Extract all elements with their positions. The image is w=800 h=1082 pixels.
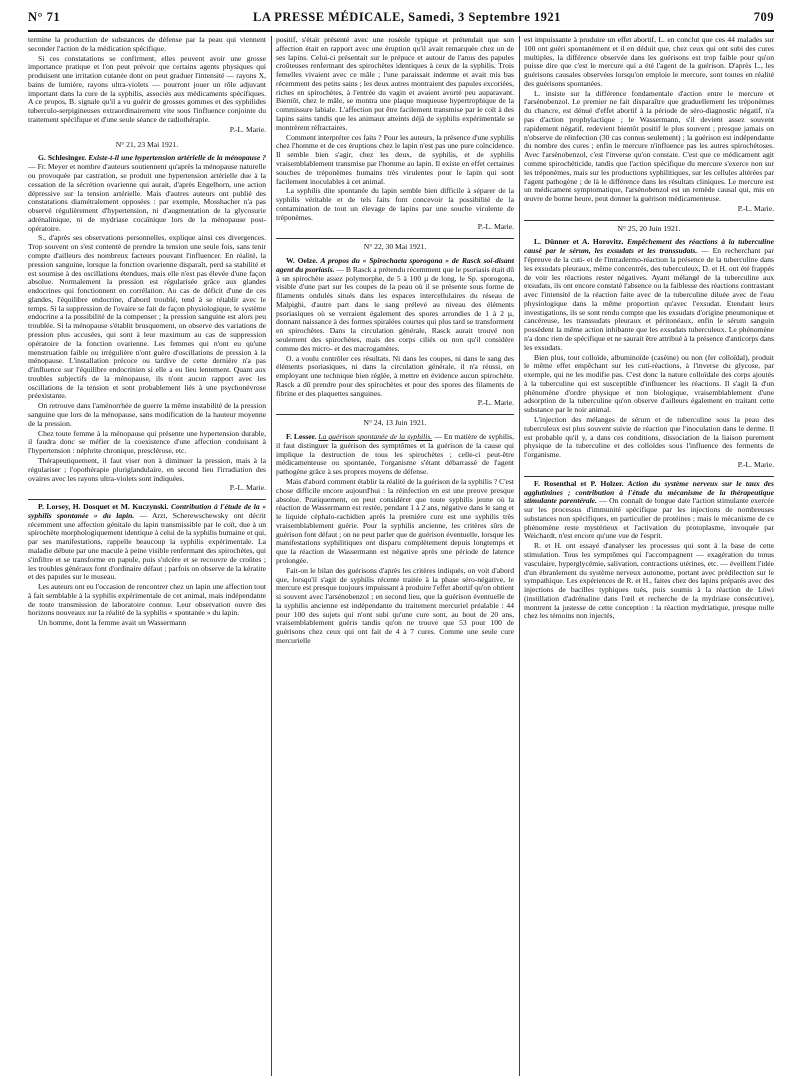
article-opening — [524, 480, 774, 541]
column-3 — [524, 36, 774, 1076]
paragraph: La syphilis dite spontanée du lapin semble bien difficile à séparer de la syphilis véritable et de tels faits font concevoir la possibilité de la contamination de tout un élevage de lapins par une souche virulente de tréponèmes. — [276, 186, 514, 222]
article-opening — [28, 503, 266, 582]
paragraph: Mais d'abord comment établir la réalité de la guérison de la syphilis ? C'est chose difficile encore aujourd'hui : la réinfection en est une preuve presque absolue. Pratiquement, on peut considérer que toute syphilis jeune où la réaction de Wassermann est restée, pendant 1 à 2 ans, négative dans le sang et le liquide céphalo-rachidien après la première cure est une syphilis très vraisemblablement guérie. Pour la syphilis ancienne, les critères sûrs de guérison font défaut ; on ne peut parler que de guérison éventuelle, lorsque les manifestations syphilitiques ont disparu complètement depuis longtemps et que la réaction de Wassermann est négative après une période de latence prolongée. — [276, 476, 514, 565]
paragraph: R. et H. ont essayé d'analyser les processus qui sont à la base de cette stimulation. Tous les symptômes qui l'accompagnent — exagération du tonus vasculaire, hyperglycémie, salivation, contractions utérines, etc. — éveillent l'idée d'un ébranlement du système nerveux autonome, portant avec prédilection sur le sympathique. Les expériences de R. et H., faites chez des lapins préparés avec des injections de bacilles typhiques tués, puis soumis à la réaction de Löwi (instillation d'adrénaline dans l'œil et recherche de la mydriase consécutive), montrent la justesse de cette conception : la réaction mydriatique, presque nulle chez les témoins non injectés, — [524, 541, 774, 621]
article-author: L. Dünner et A. Horovitz. — [534, 237, 624, 247]
signature: P.-L. Marie. — [737, 459, 774, 469]
paragraph: S., d'après ses observations personnelles, explique ainsi ces divergences. Trop souvent on s'est contenté de prendre la tension une seule fois, sans tenir compte d'ailleurs des nombreux facteurs pouvant l'influencer. En réalité, la pression sanguine, lorsque la fonction ovarienne disparaît, perd sa stabilité et est soumise à des oscillations étendues, mais elle n'est pas élevée d'une façon absolue. Normalement la pression est régularisée grâce aux glandes endocrines qui fonctionnent en corrélation. Au cas de déficit d'une de ces glandes, l'équilibre endocrine, d'abord troublé, tend à se rétablir avec le temps. Si la suppression de l'ovaire se fait de façon physiologique, le système endocrine a la possibilité de la compenser ; la pression sanguine est alors peu troublée. Si la ménopause s'établit brusquement, on observe des variations de pression plus accusées, qui sont à leur maximum au cas de suppression opératoire de la fonction ovarienne. Les femmes qui n'ont eu qu'une menstruation faible ou irrégulière n'ont guère d'oscillations de pression à la ménopause. L'installation précoce ou tardive de cette dernière n'a pas d'influence sur l'équilibre endocrinien si elle a eu lieu lentement. Quant aux troubles subjectifs de la ménopause, ils n'ont aucun rapport avec les oscillations de la tension et sont probablement liés à une psychonévrose préexistante. — [28, 233, 266, 401]
article-text: — B Rasck a prétendu récemment que le psoriasis était dû à un spirochète assez polymorphe, de 5 à 100 µ de long, le Sp. sporogona, visible d'une part sur les coupes de la peau où il se présente sous forme de filaments ondulés situés dans les espaces intercellulaires du réseau de Malpighi, d'autre part dans le sang prélevé au niveau des éléments psoriasiques où se verraient également des spores arrondies de 1 à 2 µ, donnant naissance à des formes spiralées courtes qui plus tard se transforment en spirochètes. Dans la circulation générale, Rasck aurait trouvé non seulement des spirochètes, mais des corps ciliés ou non qu'il considère comme des micro- et des macrogamètes. — [276, 264, 514, 353]
article-separator — [28, 499, 266, 500]
signature: P.-L. Marie. — [477, 398, 514, 408]
issue-number: N° 71 — [28, 9, 61, 24]
paragraph: Les auteurs ont eu l'occasion de rencontrer chez un lapin une affection tout à fait semblable à la syphilis expérimentale de cet animal, mais indépendante de toute transmission de laboratoire connue. Leur observation ouvre des horizons nouveaux sur la réalité de la syphilis « spontanée » du lapin. — [28, 582, 266, 618]
paragraph: L. insiste sur la différence fondamentale d'action entre le mercure et l'arsénobenzol. Le premier ne fait disparaître que graduellement les tréponèmes du chancre, est dénué d'effet abortif à la période de séro-diagnostic négatif, n'a pas d'action prophylactique ; le Wassermann, s'il devient assez souvent rapidement négatif, redevient bientôt positif le plus souvent ; presque jamais on n'observe de réinfection (30 cas connus seulement) ; la guérison est indépendante du nombre des cures ; enfin le mercure n'influence pas les autres spirochétoses. Avec l'arsénobenzol, c'est l'inverse qu'on constate. C'est que ce médicament agit comme spirochéticide, tandis que l'action spécifique du mercure s'exerce non sur les tréponèmes, mais sur les productions syphilitiques, sur les cellules altérées par l'agent pathogène ; de là le différence dans les résultats cliniques. Le mercure est un médicament symptomatique, l'arsénobenzol est un remède causal qui, mis en œuvre de bonne heure, peut donner la guérison médicamenteuse. — [524, 88, 774, 204]
running-header — [28, 6, 774, 28]
article-author: F. Rosenthal et P. Holzer. — [534, 478, 624, 488]
signature: P.-L. Marie. — [229, 483, 266, 493]
paragraph: Chez toute femme à la ménopause qui présente une hypertension durable, il faudra donc se méfier de la coexistence d'une affection conduisant à l'hypertension : néphrite chronique, presclérose, etc. — [28, 428, 266, 456]
article-title: Existe-t-il une hypertension artérielle de la ménopause ? — [88, 153, 266, 163]
article-separator — [276, 414, 514, 415]
paragraph: Thérapeutiquement, il faut viser non à diminuer la pression, mais à la régulariser ; l'opothérapie pluriglandulaire, en second lieu l'irradiation des ovaires avec les rayons ultra-violets sont indiquées. — [28, 455, 266, 483]
paragraph: termine la production de substances de défense par la peau qui viennent seconder l'action de la médication spécifique. — [28, 36, 266, 53]
issue-date: N° 22, 30 Mai 1921. — [363, 242, 427, 252]
paragraph: Un homme, dont la femme avait un Wassermann — [38, 618, 187, 628]
signature: P.-L. Marie. — [477, 222, 514, 232]
column-divider — [271, 36, 272, 1076]
column-2 — [276, 36, 514, 1076]
article-text: — Fr. Meyer et nombre d'auteurs soutiennent qu'après la ménopause naturelle ou provoquée par castration, se produit une hypertension artérielle due à la cessation de la sécrétion ovarienne qui aurait, d'après Engelhorn, une action dépressive sur la tension artérielle. Mais d'autres auteurs ont publié des constatations diamétralement opposées : par exemple, Mosshacher n'a pas observé régulièrement d'hypertension, ni d'augmentation de la glycosurie adrénalinique, ni de mydriase cocaïnique lors de la ménopause post-opératoire. — [28, 162, 266, 233]
paragraph: Fait-on le bilan des guérisons d'après les critères indiqués, on voit d'abord que, lorsqu'il s'agit de syphilis récente traitée à la phase séro-négative, le mercure est presque toujours impuissant à produire l'effet abortif qu'on obtient si souvent avec l'arsénobenzol ; en second lieu, que la guérison éventuelle de la syphilis ancienne est indépendante du traitement mercuriel préalable : 44 pour 100 des sujets qui n'ont subi qu'une cure sont, au bout de 20 ans, vraisemblablement guéris tandis qu'on ne trouve que 53 pour 100 de guérisons chez ceux qui ont fait de 4 à 7 cures. Comme une seule cure mercurielle — [276, 565, 514, 645]
paragraph: On retrouve dans l'aménorrhée de guerre la même instabilité de la pression sanguine que lors de la ménopause, sans modification de la hauteur moyenne de la pression. — [28, 401, 266, 428]
issue-date: N° 24, 13 Juin 1921. — [363, 418, 427, 428]
article-separator — [276, 238, 514, 239]
article-title: La guérison spontanée de la syphilis. — [318, 432, 433, 442]
issue-date: N° 25, 20 Juin 1921. — [617, 223, 681, 233]
article-author: P. Lorsey, H. Dosquet et M. Kuczynski. — [38, 502, 169, 512]
article-text: — Arzt, Scherewschewsky ont décrit récemment une affection génitale du lapin transmissible par le coït, due à un spirochète morphologiquement identique à celui de la syphilis humaine et qui, par ses manifestations, rappelle beaucoup la syphilis expérimentale. La maladie débute par une macule à peine visible renfermant des spirochètes, qui s'infiltre et se transforme en papule, puis s'ulcère et se recouvre de croûtes ; les troubles généraux font d'ordinaire défaut ; parfois on observe de la kératite et des papules sur le museau. — [28, 510, 266, 582]
column-1 — [28, 36, 266, 1076]
paragraph: est impuissante à produire un effet abortif, L. en conclut que ces 44 malades sur 100 ont guéri spontanément et il en déduit que, chez ceux qui ont subi des cures multiples, la différence observée dans les guérisons est trop faible pour qu'on puisse dire que c'est le mercure qui a été l'agent de la guérison. D'après L., les guérisons causales observées lorsqu'on emploie le mercure, sont toutes en réalité des guérisons spontanées. — [524, 36, 774, 88]
article-title: Contribution à l'étude de la « syphilis spontanée » du lapin. — [28, 502, 266, 520]
issue-date: N° 21, 23 Mai 1921. — [115, 139, 179, 149]
article-author: G. Schlesinger. — [38, 153, 87, 163]
article-text: — En recherchant par l'épreuve de la cuti- et de l'intradermo-réaction la présence de la tuberculine dans les exsudats pleuraux, même concentrés, des tuberculeux, D. et H. ont été frappés de voir les réactions rester négatives. Ayant mélangé de la tuberculine aux exsudats, ils ont encore constaté l'absence ou la faiblesse des réactions contrastant avec l'intensité de la réaction faite avec de la tuberculine diluée avec de l'eau physiologique dans la même proportion qu'avec l'exsudat. Etendant leurs investigations, ils se sont rendu compte que les exsudats d'origine pneumonique et cancéreuse, les transsudats pleuraux et péritonéaux, enfin le sérum sanguin possèdent la même action inhibante que les exsudats tuberculeux. Le phénomène n'a donc rien de spécifique et ne saurait être attribué à la présence d'anticorps dans les exsudats. — [524, 246, 774, 352]
signature: P.-L. Marie. — [229, 124, 266, 134]
article-text: — On connaît de longue date l'action stimulante exercée sur les processus d'immunité spécifique par les injections de nombreuses substances non spécifiques, en particulier de protéines ; mais le mécanisme de ce phénomène reste mystérieux et l'activation du protoplasme, invoquée par Weichardt, n'est encore qu'une vue de l'esprit. — [524, 496, 774, 541]
journal-title: LA PRESSE MÉDICALE, Samedi, 3 Septembre 1921 — [252, 9, 561, 24]
article-title: A propos du « Spirochaeta sporogona » de Rasck soi-disant agent du psoriasis. — [276, 255, 514, 274]
paragraph: Bien plus, tout colloïde, albuminoïde (caséine) ou non (fer colloïdal), produit le même effet empêchant sur les cuti-réactions, à l'inverse du glycose, par exemple, qui ne les modifie pas. C'est donc la nature colloïdale des corps ajoutés à la tuberculine qui est susceptible d'influencer les réactions. Il s'agit là d'un phénomène d'ordre physique et non biologique, vraisemblablement d'une adsorption de la tuberculine qu'on observe d'ailleurs également en traitant cette substance par le noir animal. — [524, 352, 774, 415]
article-opening — [524, 238, 774, 352]
page-number: 709 — [753, 9, 774, 24]
paragraph: Si ces constatations se confirment, elles peuvent avoir une grosse importance pratique et l'on peut prévoir que certains agents physiques qui produisent une irritation cutanée dont on peut graduer l'intensité — rayons X, bains de lumière, rayons ultra-violets — pourront jouer un rôle adjuvant important dans la cure de la syphilis, associés aux médicaments spécifiques. A ce propos, B. signale qu'il a vu guérir de grosses gommes et des syphilides tuberculo-serpigineuses extraordinairement vite sous l'influence conjointe du traitement spécifique et d'une seule séance de radiothérapie. — [28, 53, 266, 125]
article-title: Empêchement des réactions à la tuberculine causé par le sérum, les exsudats et les transsudats. — [524, 237, 774, 256]
article-author: W. Oelze. — [286, 255, 318, 265]
header-rule — [28, 30, 774, 32]
article-author: F. Lesser. — [286, 432, 317, 442]
article-title: Action du système nerveux sur le taux des agglutinines ; contribution à l'étude du mécanisme de la thérapeutique stimulante parentérale. — [524, 478, 774, 506]
paragraph: Comment interpréter ces faits ? Pour les auteurs, la présence d'une syphilis chez l'homme et de ces éruptions chez le lapin n'est pas une pure coïncidence. Il semble bien s'agir, chez les deux, de syphilis, et de syphilis vraisemblablement transmise par l'homme au lapin. Il existe en effet certaines souches de tréponèmes humains très virulentes pour le lapin qui sont facilement inoculables à cet animal. — [276, 132, 514, 186]
signature: P.-L. Marie. — [737, 203, 774, 213]
paragraph: O. a voulu contrôler ces résultats. Ni dans les coupes, ni dans le sang des éléments psoriasiques, ni dans la circulation générale, il n'a réussi, en employant une technique bien réglée, à mettre en évidence aucun spirochète. Rasck a dû prendre pour des spirochètes et pour des spores des filaments de fibrine et des plaquettes sanguines. — [276, 353, 514, 398]
article-opening — [276, 257, 514, 354]
paragraph: L'injection des mélanges de sérum et de tuberculine sous la peau des tuberculeux est plus souvent suivie de réaction que l'inoculation dans le derme. Il est probable qu'il y, a dans ces conditions, dissociation de la liaison purement physique de la tuberculine et des colloïdes sous l'influence des ferments de l'organisme. — [524, 415, 774, 460]
article-text: — En matière de syphilis, il faut distinguer la guérison des symptômes et la guérison de la cause qui implique la destruction de tous les spirochètes ; celle-ci peut-être médicamenteuse ou spontanée, l'organisme s'étant débarrassé de l'agent pathogène grâce à ses propres moyens de défense. — [276, 432, 514, 477]
column-divider — [519, 36, 520, 1076]
paragraph: positif, s'était présenté avec une roséole typique et prétendait que son affection était en rapport avec une éruption qu'il avait remarquée chez un de ses lapins. Celui-ci présentait sur le prépuce et autour de l'anus des papules croûteuses renfermant des spirochètes identiques à ceux de la syphilis. Trois femelles vivaient avec ce mâle ; l'une paraissait indemne et avait mis bas récemment des petits sains ; les deux autres montraient des papules excoriées, riches en spirochètes, à l'entrée du vagin et avaient avorté peu auparavant. Bientôt, chez le mâle, se montra une plaque muqueuse hypertrophique de la commissure labiale. L'affection put être facilement transmise par le coït à des lapins sains tandis que les animaux atteints déjà de syphilis expérimentale se montrèrent réfractaires. — [276, 36, 514, 132]
article-opening — [276, 433, 514, 477]
article-separator — [524, 476, 774, 477]
article-opening — [28, 154, 266, 233]
article-separator — [524, 220, 774, 221]
